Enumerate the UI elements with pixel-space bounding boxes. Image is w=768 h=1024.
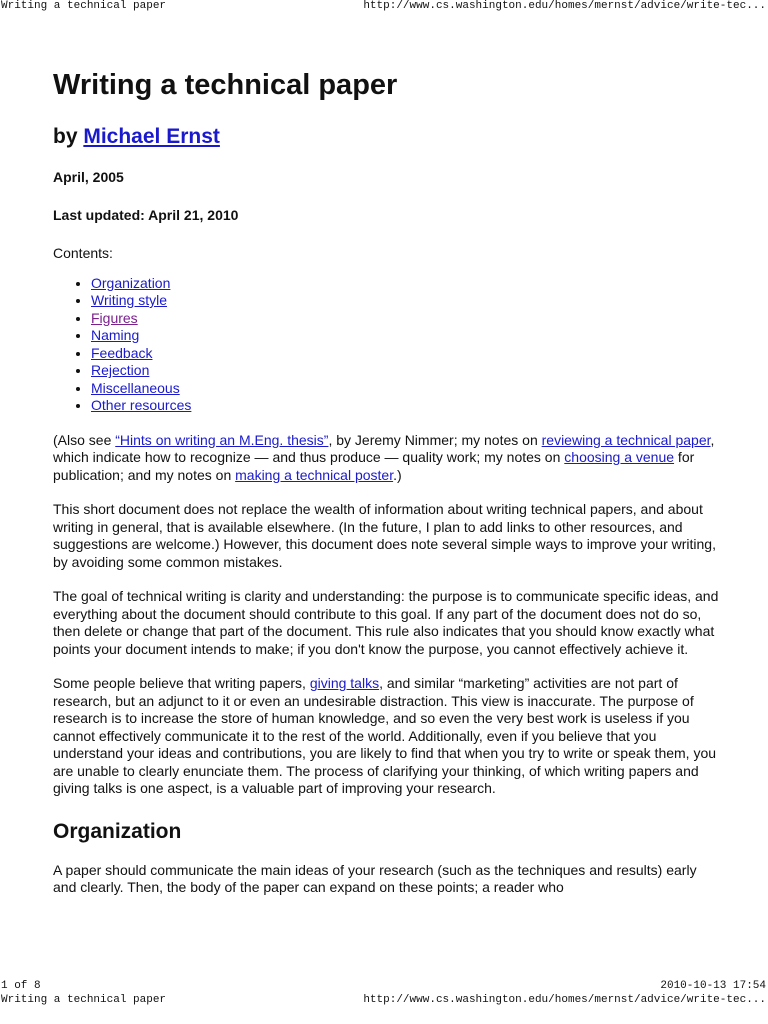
document-body	[53, 68, 723, 897]
toc-link-miscellaneous[interactable]: Miscellaneous	[91, 379, 180, 396]
meng-thesis-link[interactable]: “Hints on writing an M.Eng. thesis”	[115, 431, 329, 448]
toc-link-figures[interactable]: Figures	[91, 309, 138, 326]
toc-link-rejection[interactable]: Rejection	[91, 362, 150, 378]
toc-list	[53, 275, 723, 415]
toc-item	[91, 275, 723, 293]
giving-talks-link[interactable]: giving talks	[309, 675, 380, 691]
next-page-url: http://www.cs.washington.edu/homes/mernst/advice/write-tec...	[363, 994, 766, 1006]
text-run: (Also see	[53, 431, 116, 448]
print-footer	[1, 980, 766, 994]
section-heading-organization: Organization	[53, 819, 182, 843]
next-page-title: Writing a technical paper	[1, 994, 167, 1006]
toc-link-writing-style[interactable]: Writing style	[91, 292, 167, 308]
page-title: Writing a technical paper	[53, 69, 398, 101]
byline-prefix: by	[53, 125, 84, 148]
toc-item	[91, 345, 723, 363]
text-run: Some people believe that writing papers,	[53, 675, 310, 691]
intro-paragraph-2: The goal of technical writing is clarity and understanding: the purpose is to communicate specific ideas, and everything about the document should contribute to this goal. If any part of the document does not do so, then delete or change that part of the document. This rule also indicates that you should know exactly what points your document intends to make; if you don't know the purpose, you cannot effectively achieve it.	[53, 588, 719, 657]
text-run: .)	[393, 466, 402, 483]
contents-label: Contents:	[53, 245, 113, 261]
print-header-next-page	[1, 994, 766, 1008]
intro-paragraph-1: This short document does not replace the wealth of information about writing technical papers, and about writing in general, that is available elsewhere. (In the future, I plan to add links to other resources, and suggestions are welcome.) However, this document does note several simple ways to improve your writing, by avoiding some common mistakes.	[53, 501, 716, 570]
last-updated: Last updated: April 21, 2010	[53, 207, 239, 223]
text-run: , which indicate how to recognize — and thus produce — quality work; my notes on	[53, 431, 715, 465]
toc-item	[91, 380, 723, 398]
reviewing-paper-link[interactable]: reviewing a technical paper	[541, 431, 711, 448]
print-header-title: Writing a technical paper	[1, 0, 167, 12]
publish-date: April, 2005	[53, 169, 124, 185]
technical-poster-link[interactable]: making a technical poster	[235, 466, 394, 483]
toc-item	[91, 397, 723, 415]
toc-item	[91, 327, 723, 345]
text-run: , by Jeremy Nimmer; my notes on	[328, 431, 542, 448]
toc-link-feedback[interactable]: Feedback	[91, 344, 153, 361]
print-header	[1, 0, 766, 14]
toc-item	[91, 310, 723, 328]
text-run: , and similar “marketing” activities are not part of research, but an adjunct to it or even an undesirable distraction. This view is inaccurate. The purpose of research is to increase the store of human knowledge, and so even the very best work is useless if you cannot effectively communicate it to the rest of the world. Additionally, even if you believe that you understand your ideas and contributions, you are likely to find that when you try to write or speak them, you are unable to clearly enunciate them. The process of clarifying your thinking, of which writing papers and giving talks is one aspect, is a valuable part of improving your research.	[53, 675, 717, 796]
toc-link-other-resources[interactable]: Other resources	[91, 397, 192, 413]
toc-item	[91, 292, 723, 310]
toc-link-organization[interactable]: Organization	[91, 274, 171, 291]
toc-link-naming[interactable]: Naming	[91, 327, 140, 343]
print-timestamp: 2010-10-13 17:54	[660, 980, 766, 992]
author-link[interactable]: Michael Ernst	[83, 125, 220, 148]
choosing-venue-link[interactable]: choosing a venue	[564, 449, 675, 465]
text-run: for publication; and my notes on	[53, 449, 695, 483]
print-header-url: http://www.cs.washington.edu/homes/mernst/advice/write-tec...	[363, 0, 766, 12]
page-number: 1 of 8	[1, 980, 41, 992]
byline	[53, 122, 723, 152]
also-see-paragraph	[53, 432, 723, 485]
organization-paragraph: A paper should communicate the main ideas of your research (such as the techniques and results) early and clearly. Then, the body of the paper can expand on these points; a reader who	[53, 861, 697, 895]
intro-paragraph-3	[53, 675, 723, 798]
toc-item	[91, 362, 723, 380]
